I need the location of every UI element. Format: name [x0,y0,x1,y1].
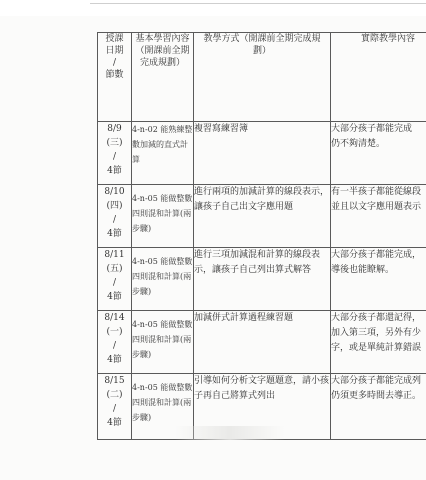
date-cell [98,185,132,248]
method-cell: 進行三項加減混和計算的線段表示，讓孩子自己列出算式解答 [194,248,331,311]
separator-text: / [112,152,117,162]
date-text: 8/15 [104,376,125,386]
periods-text: 4節 [107,418,122,428]
weekday-text: (五) [106,264,123,274]
actual-line: 大部分孩子都能完成， [331,250,422,260]
periods-text: 4節 [107,292,122,302]
actual-line: 有一半孩子都能從線段 [331,187,422,197]
separator-text: / [112,404,117,414]
periods-text: 4節 [107,355,122,365]
actual-cell [331,374,426,440]
date-cell [98,248,132,311]
actual-line: 大部分孩子都能完成 [331,124,413,134]
header-date-cell [98,33,132,122]
standard-cell: 4-n-05 能做整數四則混和計算(兩步驟) [132,248,194,311]
periods-text: 4節 [107,229,122,239]
header-method-cell: 教學方式（開課前全期完成規劃） [194,33,331,122]
header-date-line: 授課 [105,34,124,44]
table-row [98,122,426,185]
standard-cell: 4-n-05 能做整數四則混和計算(兩步驟) [132,374,194,440]
standard-cell: 4-n-05 能做整數四則混和計算(兩步驟) [132,311,194,374]
date-cell [98,374,132,440]
actual-cell [331,185,426,248]
standard-cell: 4-n-02 能熟練整數加減的直式計算 [132,122,194,185]
separator-text: / [112,341,117,351]
method-cell: 進行兩項的加減計算的線段表示，讓孩子自己出文字應用題 [194,185,331,248]
actual-line: 加入第三項，另外有少 [331,328,422,338]
method-cell: 複習寫練習簿 [194,122,331,185]
scan-smudge [175,426,285,440]
table-row [98,311,426,374]
actual-line: 大部分孩子都還記得， [331,313,422,323]
weekday-text: (四) [106,201,123,211]
date-text: 8/9 [107,124,122,134]
header-row [98,33,426,122]
date-text: 8/14 [104,313,125,323]
separator-text: / [112,215,117,225]
weekday-text: (一) [106,327,123,337]
date-cell [98,122,132,185]
method-cell: 加減併式計算過程練習題 [194,311,331,374]
weekday-text: (三) [106,138,123,148]
header-date-line: 節數 [105,70,124,80]
periods-text: 4節 [107,166,122,176]
actual-line: 仍不夠清楚。 [331,139,386,149]
weekday-text: (二) [106,390,123,400]
actual-line: 仍須更多時間去導正。 [331,391,422,401]
date-text: 8/11 [104,250,125,260]
actual-line: 字，或是單純計算錯誤 [331,343,422,353]
separator-text: / [112,278,117,288]
date-cell [98,311,132,374]
actual-cell [331,311,426,374]
actual-cell [331,248,426,311]
teaching-plan-table [97,32,426,440]
table-row [98,185,426,248]
actual-line: 大部分孩子都能完成列 [331,376,422,386]
actual-line: 導後也能瞭解。 [331,265,395,275]
actual-cell [331,122,426,185]
date-text: 8/10 [104,187,125,197]
standard-cell: 4-n-05 能做整數四則混和計算(兩步驟) [132,185,194,248]
header-date-line: 日期 [105,46,124,56]
method-cell: 引導如何分析文字題題意，請小孩子再自己將算式列出 [194,374,331,440]
table-row [98,248,426,311]
header-date-line: / [112,58,117,68]
header-standard-cell: 基本學習內容（開課前全期完成規劃） [132,33,194,122]
top-rule [90,3,426,4]
actual-line: 並且以文字應用題表示 [331,202,422,212]
header-actual-cell: 實際教學內容 [331,33,426,122]
